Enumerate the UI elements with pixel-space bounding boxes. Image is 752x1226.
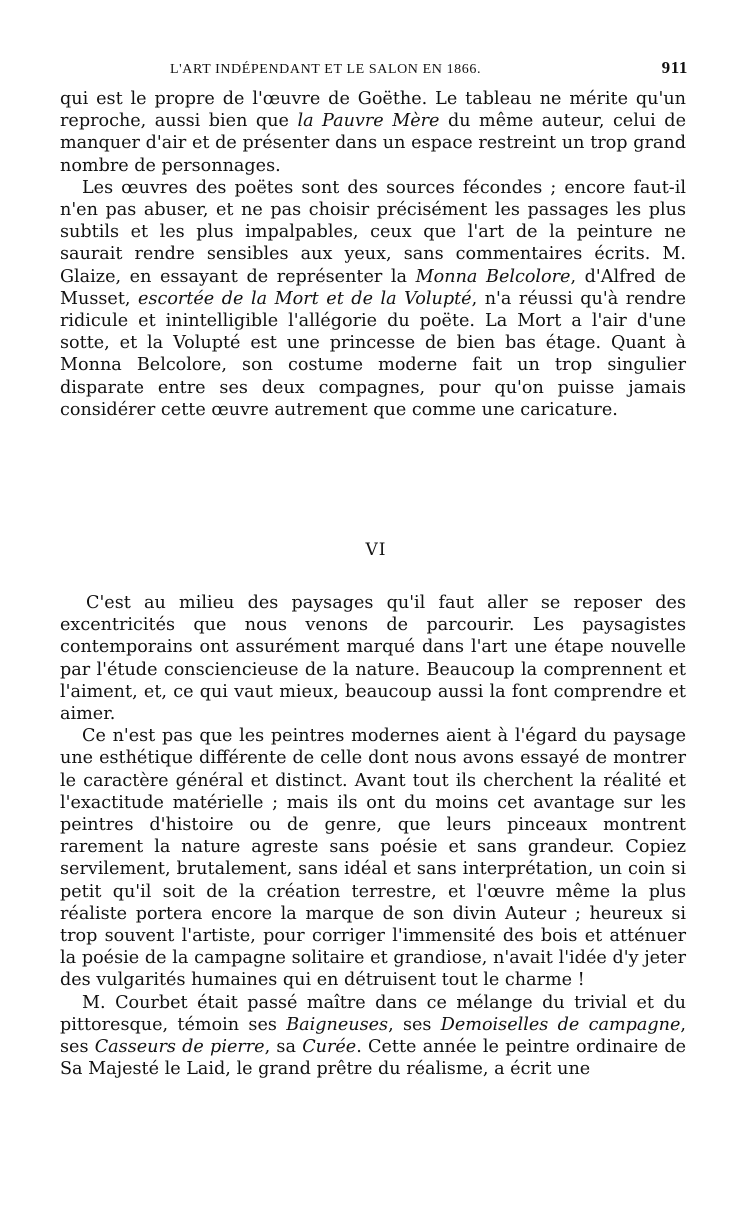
text-run: , ses xyxy=(60,1014,686,1058)
artwork-title: Demoiselles de campagne xyxy=(440,1014,681,1035)
text-run: Les œuvres des poëtes sont des sources fécondes ; encore faut-il n'en pas abuser, et ne pas choisir précisément les passages les plus subtils et les plus impalpables, ceux que l'art de la peinture ne saurait rendre sensibles aux yeux, sans commentaires écrits. M. Glaize, en essayant de représenter la xyxy=(60,177,686,287)
text-run: M. Courbet était passé maître dans ce mélange du trivial et du pittoresque, témoin ses xyxy=(60,992,686,1035)
paragraph: Ce n'est pas que les peintres modernes aient à l'égard du paysage une esthétique différente de celle dont nous avons essayé de montrer le caractère général et distinct. Avant tout ils cherchent la réalité et l'exactitude matérielle ; mais ils ont du moins cet avantage sur les peintres d'histoire ou de genre, que leurs pinceaux montrent rarement la nature agreste sans poésie et sans grandeur. Copiez servilement, brutalement, sans idéal et sans interprétation, un coin si petit qu'il soit de la création terrestre, et l'œuvre même la plus réaliste portera encore la marque de son divin Auteur ; heureux si trop souvent l'artiste, pour corriger l'immensité des bois et atténuer la poésie de la campagne solitaire et grandiose, n'avait l'idée d'y jeter des vulgarités humaines qui en détruisent tout le charme ! xyxy=(60,726,686,991)
running-header xyxy=(60,58,688,84)
artwork-title: la Pauvre Mère xyxy=(297,111,440,132)
paragraph: C'est au milieu des paysages qu'il faut aller se reposer des excentricités que nous venons de parcourir. Les paysagistes contemporains ont assurément marqué dans l'art une étape nouvelle par l'étude consciencieuse de la nature. Beaucoup la comprennent et l'aiment, et, ce qui vaut mieux, beaucoup aussi la font comprendre et aimer. xyxy=(60,593,686,725)
paragraph xyxy=(60,177,686,421)
text-run: du même auteur, celui de manquer d'air et de présenter dans un espace restreint un trop grand nombre de personnages. xyxy=(60,111,686,176)
running-title: L'ART INDÉPENDANT ET LE SALON EN 1866. xyxy=(170,62,482,77)
artwork-title: Casseurs de pierre xyxy=(94,1037,265,1058)
artwork-title: Monna Belcolore xyxy=(415,266,571,287)
artwork-title: escortée de la Mort et de la Volupté xyxy=(138,288,472,309)
section-heading: VI xyxy=(365,540,387,560)
paragraph xyxy=(60,992,686,1081)
artwork-title: Curée xyxy=(302,1037,357,1058)
text-run: , ses xyxy=(388,1014,441,1035)
artwork-title: Baigneuses xyxy=(286,1014,389,1035)
text-run: . Cette année le peintre ordinaire de Sa Majesté le Laid, le grand prêtre du réalisme, a écrit une xyxy=(60,1037,687,1080)
text-block-bottom xyxy=(60,592,686,1080)
text-run: qui est le propre de l'œuvre de Goëthe. Le tableau ne mérite qu'un reproche, aussi bien que xyxy=(60,89,686,132)
text-run: , d'Alfred de Musset, xyxy=(60,266,686,309)
page-number: 911 xyxy=(661,58,688,77)
paragraph xyxy=(60,88,686,177)
text-block-top xyxy=(60,88,686,421)
text-run: , sa xyxy=(264,1037,303,1058)
text-run: , n'a réussi qu'à rendre ridicule et inintelligible l'allégorie du poëte. La Mort a l'air d'une sotte, et la Volupté est une princesse de bien bas étage. Quant à Monna Belcolore, son costume moderne fait un trop singulier disparate entre ses deux compagnes, pour qu'on puisse jamais considérer cette œuvre autrement que comme une caricature. xyxy=(60,288,687,420)
